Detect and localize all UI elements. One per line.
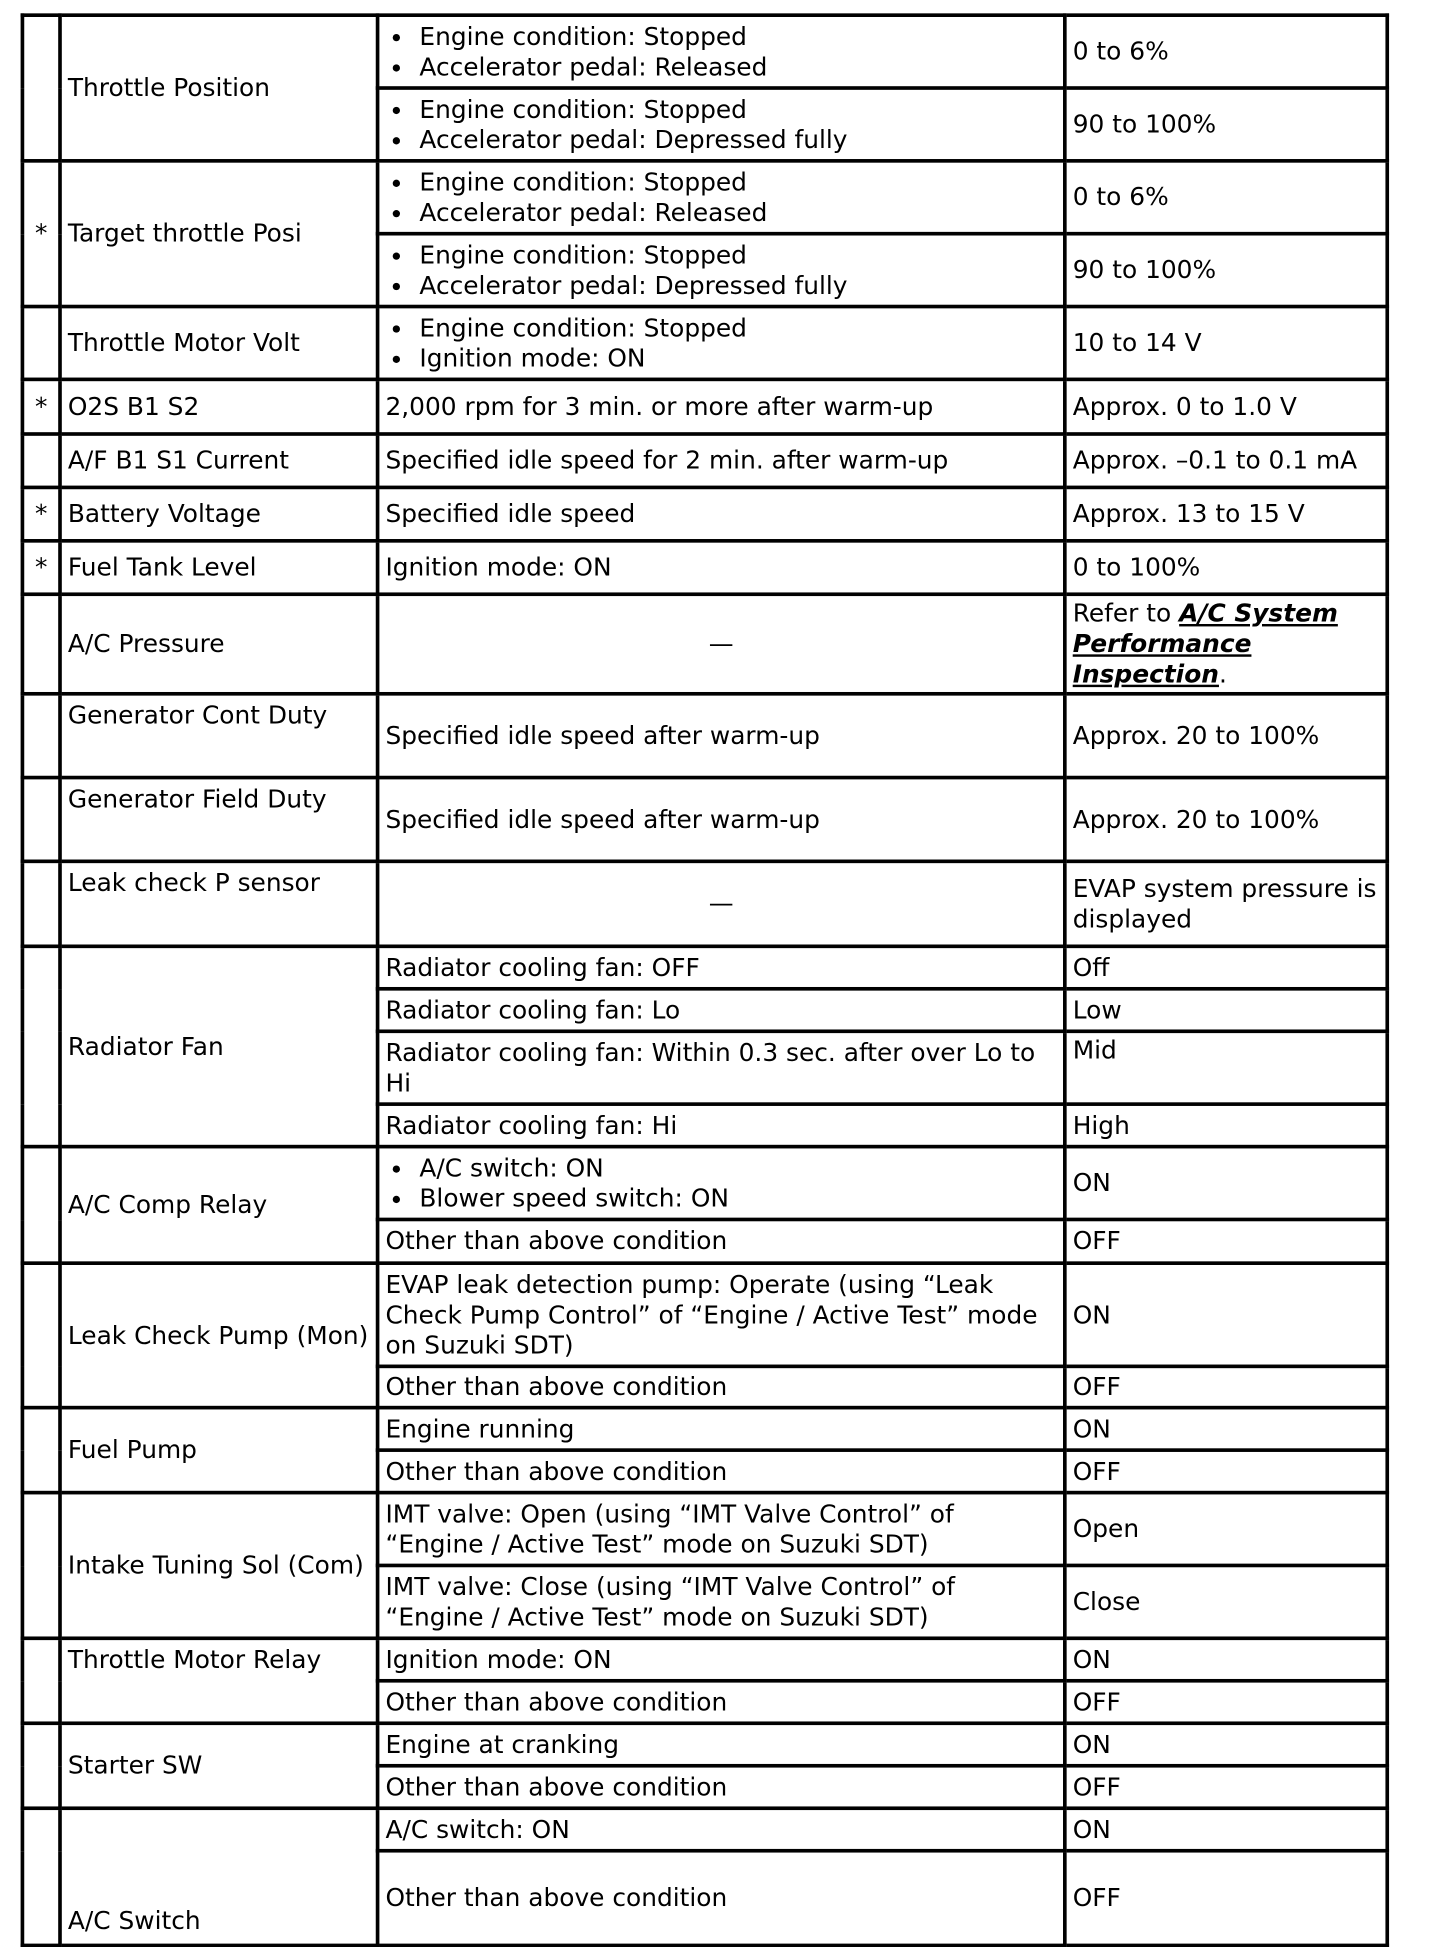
value-cell — [1065, 594, 1387, 694]
value-cell: Off — [1065, 946, 1387, 988]
condition-list — [385, 167, 1057, 228]
item-marker: * — [22, 541, 60, 594]
table-row — [22, 1638, 1387, 1680]
value-cell: OFF — [1065, 1219, 1387, 1263]
condition-list — [385, 313, 1057, 374]
table-row — [22, 1147, 1387, 1220]
value-cell: ON — [1065, 1723, 1387, 1765]
reference-link[interactable]: A/C System Performance Inspection — [1072, 598, 1338, 689]
item-marker — [22, 861, 60, 946]
condition-text: IMT valve: Open (using “IMT Valve Control” of “Engine / Active Test” mode on Suzuki SDT) — [378, 1493, 1065, 1566]
table-row — [22, 1408, 1387, 1450]
condition-text: Other than above condition — [378, 1366, 1065, 1407]
table-row — [22, 1263, 1387, 1366]
value-cell: Approx. 20 to 100% — [1065, 778, 1387, 862]
condition-cell — [378, 307, 1065, 380]
table-row — [22, 541, 1387, 594]
condition-bullet: Blower speed switch: ON — [385, 1183, 1057, 1213]
table-row — [22, 1723, 1387, 1765]
condition-text: Specified idle speed — [378, 487, 1065, 540]
item-name: Throttle Motor Volt — [60, 307, 378, 380]
item-marker — [22, 307, 60, 380]
item-marker — [22, 1408, 60, 1493]
item-name: Throttle Motor Relay — [60, 1638, 378, 1723]
item-marker — [22, 778, 60, 862]
condition-text: Specified idle speed for 2 min. after warm-up — [378, 434, 1065, 487]
condition-text: Engine at cranking — [378, 1723, 1065, 1765]
data-list-table — [21, 13, 1389, 1947]
item-name: Target throttle Posi — [60, 161, 378, 307]
condition-text: Radiator cooling fan: Within 0.3 sec. after over Lo to Hi — [378, 1031, 1065, 1104]
table-row — [22, 946, 1387, 988]
value-suffix: . — [1218, 659, 1227, 689]
condition-bullet: Engine condition: Stopped — [385, 21, 1057, 51]
condition-text: Other than above condition — [378, 1851, 1065, 1946]
condition-cell — [378, 15, 1065, 88]
condition-list — [385, 1153, 1057, 1214]
condition-text: IMT valve: Close (using “IMT Valve Control” of “Engine / Active Test” mode on Suzuki SDT) — [378, 1565, 1065, 1638]
value-cell: EVAP system pressure is displayed — [1065, 861, 1387, 946]
condition-text: Specified idle speed after warm-up — [378, 778, 1065, 862]
condition-text: 2,000 rpm for 3 min. or more after warm-up — [378, 379, 1065, 434]
condition-bullet: Engine condition: Stopped — [385, 240, 1057, 270]
table-row — [22, 161, 1387, 234]
table-row — [22, 379, 1387, 434]
item-name: A/F B1 S1 Current — [60, 434, 378, 487]
value-cell: Open — [1065, 1493, 1387, 1566]
value-cell: ON — [1065, 1408, 1387, 1450]
value-cell: Approx. 0 to 1.0 V — [1065, 379, 1387, 434]
item-name: A/C Comp Relay — [60, 1147, 378, 1264]
item-name: Starter SW — [60, 1723, 378, 1808]
item-marker — [22, 1147, 60, 1264]
condition-text: Other than above condition — [378, 1450, 1065, 1492]
condition-text: A/C switch: ON — [378, 1808, 1065, 1850]
value-cell: OFF — [1065, 1766, 1387, 1808]
value-cell: ON — [1065, 1263, 1387, 1366]
item-marker — [22, 1808, 60, 1945]
condition-text: EVAP leak detection pump: Operate (using “Leak Check Pump Control” of “Engine / Active Test” mode on Suzuki SDT) — [378, 1263, 1065, 1366]
item-name: Radiator Fan — [60, 946, 378, 1146]
value-cell: OFF — [1065, 1681, 1387, 1723]
table-row — [22, 861, 1387, 946]
condition-text: Radiator cooling fan: Lo — [378, 989, 1065, 1031]
value-cell: OFF — [1065, 1450, 1387, 1492]
condition-cell — [378, 161, 1065, 234]
item-name: Leak check P sensor — [60, 861, 378, 946]
item-name: A/C Switch — [60, 1808, 378, 1945]
item-name: O2S B1 S2 — [60, 379, 378, 434]
table-row — [22, 487, 1387, 540]
table-row — [22, 778, 1387, 862]
table-row — [22, 1493, 1387, 1566]
condition-bullet: Accelerator pedal: Depressed fully — [385, 270, 1057, 300]
item-name: Fuel Pump — [60, 1408, 378, 1493]
condition-list — [385, 240, 1057, 301]
value-cell: 90 to 100% — [1065, 234, 1387, 307]
item-marker — [22, 434, 60, 487]
condition-text: Ignition mode: ON — [378, 1638, 1065, 1680]
item-marker — [22, 1723, 60, 1808]
condition-text: Specified idle speed after warm-up — [378, 694, 1065, 778]
item-name: Generator Cont Duty — [60, 694, 378, 778]
table-row — [22, 594, 1387, 694]
condition-bullet: Accelerator pedal: Depressed fully — [385, 124, 1057, 154]
condition-text: Engine running — [378, 1408, 1065, 1450]
value-cell: 0 to 6% — [1065, 161, 1387, 234]
condition-cell — [378, 88, 1065, 161]
value-cell: Low — [1065, 989, 1387, 1031]
item-name: Generator Field Duty — [60, 778, 378, 862]
value-cell: OFF — [1065, 1366, 1387, 1407]
condition-bullet: Engine condition: Stopped — [385, 167, 1057, 197]
condition-bullet: A/C switch: ON — [385, 1153, 1057, 1183]
condition-text: Radiator cooling fan: Hi — [378, 1104, 1065, 1146]
condition-cell — [378, 1147, 1065, 1220]
item-name: Fuel Tank Level — [60, 541, 378, 594]
item-marker: * — [22, 161, 60, 307]
value-cell: 90 to 100% — [1065, 88, 1387, 161]
item-name: A/C Pressure — [60, 594, 378, 694]
item-marker — [22, 946, 60, 1146]
item-name: Intake Tuning Sol (Com) — [60, 1493, 378, 1639]
item-marker: * — [22, 379, 60, 434]
value-cell: 0 to 6% — [1065, 15, 1387, 88]
value-prefix: Refer to — [1072, 598, 1180, 628]
value-cell: Approx. –0.1 to 0.1 mA — [1065, 434, 1387, 487]
condition-text: Other than above condition — [378, 1766, 1065, 1808]
value-cell: 0 to 100% — [1065, 541, 1387, 594]
item-name: Leak Check Pump (Mon) — [60, 1263, 378, 1407]
table-row — [22, 434, 1387, 487]
item-marker — [22, 1638, 60, 1723]
condition-text: Other than above condition — [378, 1219, 1065, 1263]
item-name: Battery Voltage — [60, 487, 378, 540]
item-marker: * — [22, 487, 60, 540]
value-cell: OFF — [1065, 1851, 1387, 1946]
condition-bullet: Engine condition: Stopped — [385, 94, 1057, 124]
item-marker — [22, 694, 60, 778]
value-cell: ON — [1065, 1147, 1387, 1220]
item-name: Throttle Position — [60, 15, 378, 161]
condition-text: Other than above condition — [378, 1681, 1065, 1723]
condition-bullet: Accelerator pedal: Released — [385, 52, 1057, 82]
value-cell: Mid — [1065, 1031, 1387, 1104]
item-marker — [22, 15, 60, 161]
value-cell: ON — [1065, 1808, 1387, 1850]
value-cell: 10 to 14 V — [1065, 307, 1387, 380]
condition-text: Ignition mode: ON — [378, 541, 1065, 594]
condition-bullet: Accelerator pedal: Released — [385, 197, 1057, 227]
condition-text: Radiator cooling fan: OFF — [378, 946, 1065, 988]
item-marker — [22, 594, 60, 694]
value-cell: Approx. 20 to 100% — [1065, 694, 1387, 778]
condition-list — [385, 94, 1057, 155]
value-cell: High — [1065, 1104, 1387, 1146]
table-row — [22, 1808, 1387, 1850]
condition-bullet: Engine condition: Stopped — [385, 313, 1057, 343]
table-row — [22, 15, 1387, 88]
condition-dash: — — [378, 861, 1065, 946]
condition-dash: — — [378, 594, 1065, 694]
condition-list — [385, 21, 1057, 82]
value-cell: ON — [1065, 1638, 1387, 1680]
table-row — [22, 307, 1387, 380]
table-row — [22, 694, 1387, 778]
item-marker — [22, 1263, 60, 1407]
item-marker — [22, 1493, 60, 1639]
value-cell: Close — [1065, 1565, 1387, 1638]
value-cell: Approx. 13 to 15 V — [1065, 487, 1387, 540]
condition-bullet: Ignition mode: ON — [385, 343, 1057, 373]
condition-cell — [378, 234, 1065, 307]
